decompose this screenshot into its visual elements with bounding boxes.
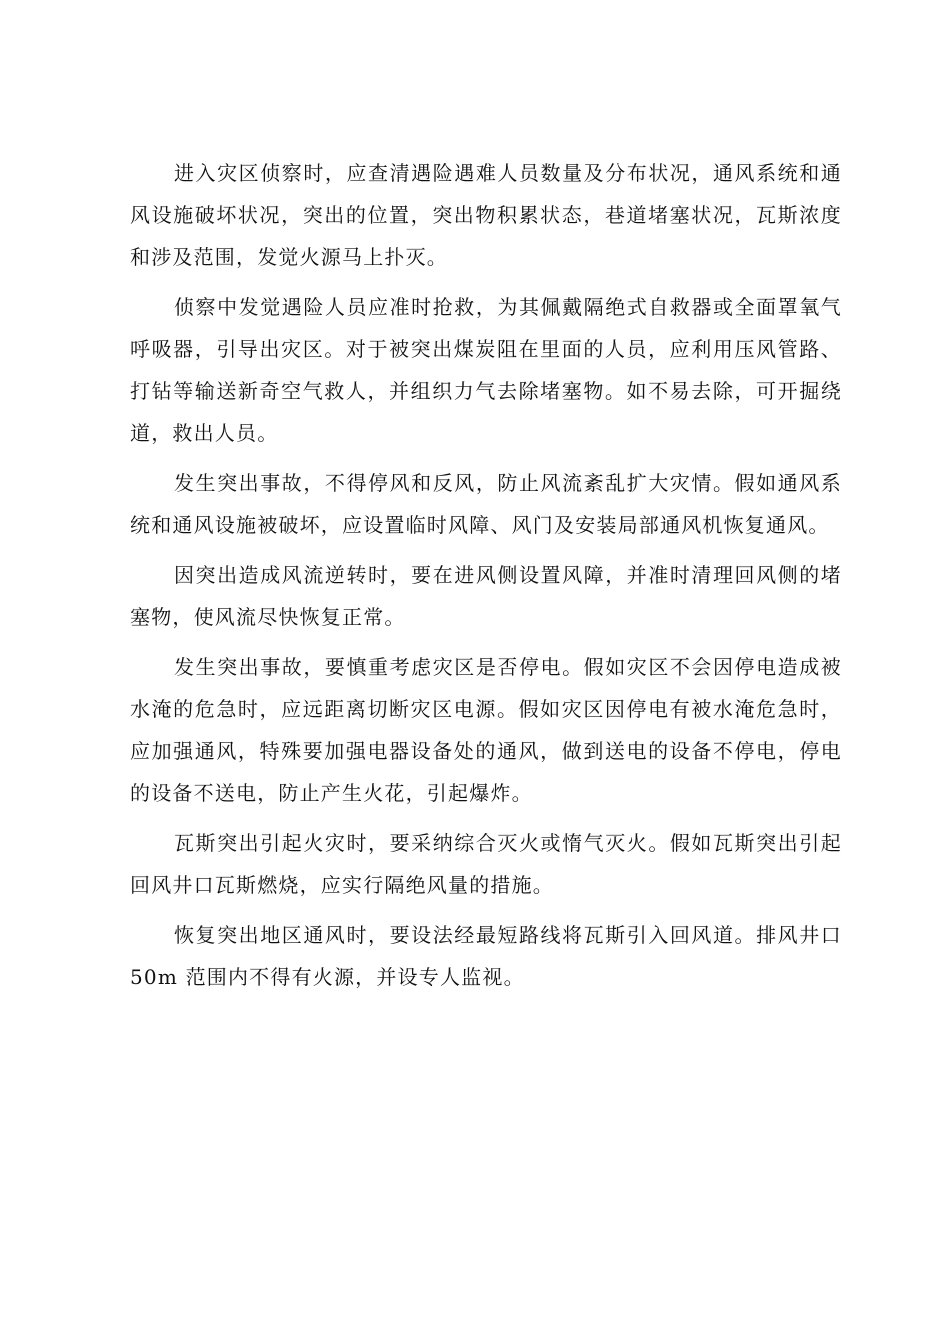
paragraph-5: 发生突出事故，要慎重考虑灾区是否停电。假如灾区不会因停电造成被水淹的危急时，应远距离切断灾区电源。假如灾区因停电有被水淹危急时，应加强通风，特殊要加强电器设备处的通风，做到送电的设备不停电，停电的设备不送电，防止产生火花，引起爆炸。 <box>130 655 842 805</box>
paragraph-1: 进入灾区侦察时，应查清遇险遇难人员数量及分布状况，通风系统和通风设施破坏状况，突出的位置，突出物积累状态，巷道堵塞状况，瓦斯浓度和涉及范围，发觉火源马上扑灭。 <box>130 161 842 269</box>
paragraph-4: 因突出造成风流逆转时，要在进风侧设置风障，并准时清理回风侧的堵塞物，使风流尽快恢复正常。 <box>130 563 842 629</box>
paragraph-7: 恢复突出地区通风时，要设法经最短路线将瓦斯引入回风道。排风井口 50m 范围内不得有火源，并设专人监视。 <box>130 923 842 989</box>
paragraph-3: 发生突出事故，不得停风和反风，防止风流紊乱扩大灾情。假如通风系统和通风设施被破坏，应设置临时风障、风门及安装局部通风机恢复通风。 <box>130 471 842 537</box>
paragraph-6: 瓦斯突出引起火灾时，要采纳综合灭火或惰气灭火。假如瓦斯突出引起回风井口瓦斯燃烧，应实行隔绝风量的措施。 <box>130 831 842 897</box>
paragraph-2: 侦察中发觉遇险人员应准时抢救，为其佩戴隔绝式自救器或全面罩氧气呼吸器，引导出灾区。对于被突出煤炭阻在里面的人员，应利用压风管路、打钻等输送新奇空气救人，并组织力气去除堵塞物。如不易去除，可开掘绕道，救出人员。 <box>130 295 842 445</box>
document-body <box>130 152 842 1006</box>
